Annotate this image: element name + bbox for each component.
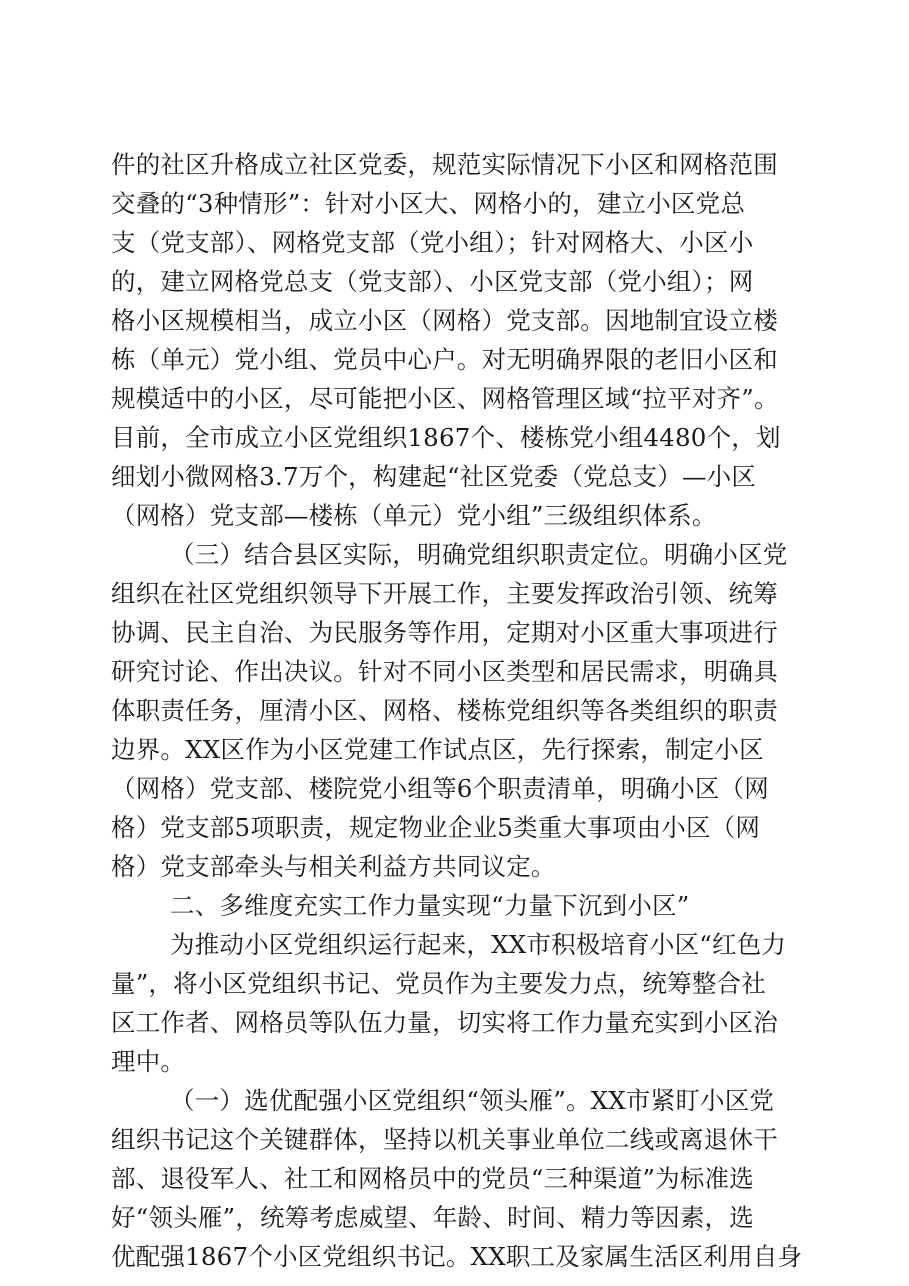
text-line: 体职责任务，厘清小区、网格、楼栋党组织等各类组织的职责	[111, 696, 778, 725]
text-line: 优配强1867个小区党组织书记。XX职工及家属生活区利用自身	[111, 1242, 803, 1271]
section-heading-3: （三）结合县区实际，明确党组织职责定位。明确小区党	[170, 540, 788, 569]
text-line: 组织书记这个关键群体，坚持以机关事业单位二线或离退休干	[111, 1125, 778, 1154]
text-line: 格）党支部5项职责，规定物业企业5类重大事项由小区（网	[111, 813, 761, 842]
text-line: 栋（单元）党小组、党员中心户。对无明确界限的老旧小区和	[111, 345, 778, 374]
text-line: 的，建立网格党总支（党支部）、小区党支部（党小组）；网	[111, 267, 754, 296]
section-heading-2: 二、多维度充实工作力量实现“力量下沉到小区”	[170, 891, 690, 920]
text-line: 交叠的“3种情形”：针对小区大、网格小的，建立小区党总	[111, 189, 746, 218]
text-line: 规模适中的小区，尽可能把小区、网格管理区域“拉平对齐”。	[111, 384, 779, 413]
paragraph-start: 为推动小区党组织运行起来，XX市积极培育小区“红色力	[170, 930, 787, 959]
text-line: 边界。XX区作为小区党建工作试点区，先行探索，制定小区	[111, 735, 764, 764]
text-line: 区工作者、网格员等队伍力量，切实将工作力量充实到小区治	[111, 1008, 778, 1037]
text-line: 目前，全市成立小区党组织1867个、楼栋党小组4480个，划	[111, 423, 781, 452]
text-line: 件的社区升格成立社区党委，规范实际情况下小区和网格范围	[111, 150, 778, 179]
text-line: 组织在社区党组织领导下开展工作，主要发挥政治引领、统筹	[111, 579, 778, 608]
text-line: 格）党支部牵头与相关利益方共同议定。	[111, 852, 556, 881]
text-line: 协调、民主自治、为民服务等作用，定期对小区重大事项进行	[111, 618, 778, 647]
text-line: 好“领头雁”，统筹考虑威望、年龄、时间、精力等因素，选	[111, 1203, 754, 1232]
text-line: 支（党支部）、网格党支部（党小组）；针对网格大、小区小	[111, 228, 754, 257]
section-heading-1: （一）选优配强小区党组织“领头雁”。XX市紧盯小区党	[170, 1086, 775, 1115]
text-line: 研究讨论、作出决议。针对不同小区类型和居民需求，明确具	[111, 657, 778, 686]
text-line: 格小区规模相当，成立小区（网格）党支部。因地制宜设立楼	[111, 306, 778, 335]
text-line: （网格）党支部、楼院党小组等6个职责清单，明确小区（网	[111, 774, 769, 803]
text-line: 量”，将小区党组织书记、党员作为主要发力点，统筹整合社	[111, 969, 766, 998]
text-line: 细划小微网格3.7万个，构建起“社区党委（党总支）—小区	[111, 462, 757, 491]
text-line: 部、退役军人、社工和网格员中的党员“三种渠道”为标准选	[111, 1164, 754, 1193]
text-line: （网格）党支部—楼栋（单元）党小组”三级组织体系。	[111, 501, 717, 530]
text-line: 理中。	[111, 1047, 186, 1076]
